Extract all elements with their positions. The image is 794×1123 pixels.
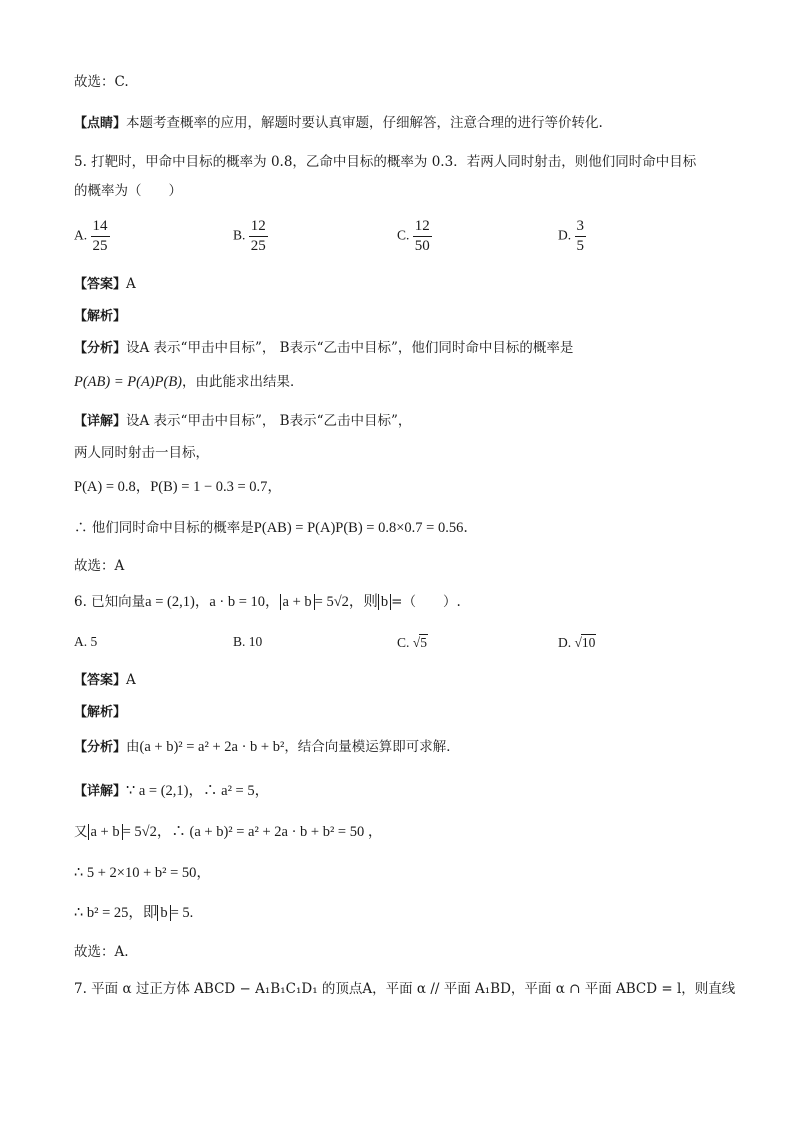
q5-xj-line3: P(A) = 0.8，P(B) = 1 − 0.3 = 0.7，: [74, 479, 282, 495]
q6-option-a: A. 5: [74, 634, 98, 649]
q6-xiangjie: 【详解】∵ a = (2,1)，∴ a² = 5，: [74, 783, 270, 799]
q5-xj-line4: ∴ 他们同时命中目标的概率是P(AB) = P(A)P(B) = 0.8×0.7 = 0.56．: [74, 520, 478, 536]
q6-xj-line3: ∴ 5 + 2×10 + b² = 50，: [74, 865, 211, 881]
dianjing-text: 本题考查概率的应用，解题时要认真审题，仔细解答，注意合理的进行等价转化.: [126, 115, 603, 131]
q5-choose: 故选：A: [74, 558, 125, 574]
q5-xj-line2: 两人同时射击一目标，: [74, 445, 209, 461]
q7-stem: 7. 平面 α 过正方体 ABCD − A₁B₁C₁D₁ 的顶点A，平面 α // 平面 A₁BD，平面 α ∩ 平面 ABCD = l，则直线: [74, 981, 736, 997]
q6-option-d: D. √10: [558, 635, 596, 650]
q6-stem: 6. 已知向量a = (2,1)，a · b = 10， a + b = 5√2，则 b =（ ）.: [74, 594, 461, 610]
q6-answer: 【答案】A: [74, 672, 136, 688]
q5-stem-line2: 的概率为（ ）: [74, 183, 182, 199]
q5-jiexi: 【解析】: [74, 309, 127, 324]
q5-option-a: A. $\frac{14}{25}$: [74, 218, 108, 254]
dianjing-note: [74, 113, 603, 134]
q5-option-c: C. $\frac{12}{50}$: [397, 218, 430, 254]
q6-xj-line2: 又 a + b = 5√2，∴ (a + b)² = a² + 2a · b + b² = 50 ，: [74, 824, 383, 840]
prev-answer-line: 故选：C.: [74, 74, 129, 90]
q5-stem-line1: 5. 打靶时，甲命中目标的概率为 0.8，乙命中目标的概率为 0.3．若两人同时射击，则他们同时命中目标: [74, 154, 697, 170]
q6-option-c: C. √5: [397, 635, 427, 650]
q6-option-b: B. 10: [233, 634, 263, 649]
q5-option-d: D. $\frac{3}{5}$: [558, 218, 584, 254]
q5-fenxi: 【分析】设A 表示“甲击中目标”， B表示“乙击中目标”，他们同时命中目标的概率是: [74, 340, 574, 356]
q6-jiexi: 【解析】: [74, 705, 127, 720]
q5-option-b: B. $\frac{12}{25}$: [233, 218, 266, 254]
q6-choose: 故选：A.: [74, 944, 129, 960]
dianjing-tag: 【点睛】: [74, 116, 127, 131]
q6-xj-line4: ∴ b² = 25，即 b = 5.: [74, 905, 194, 921]
q5-answer: 【答案】A: [74, 276, 136, 292]
q6-fenxi: 【分析】由(a + b)² = a² + 2a · b + b²，结合向量模运算即可求解．: [74, 739, 460, 755]
q5-fenxi-formula: P(AB) = P(A)P(B)，由此能求出结果．: [74, 374, 304, 390]
q5-xiangjie: 【详解】设A 表示“甲击中目标”， B表示“乙击中目标”，: [74, 413, 412, 429]
